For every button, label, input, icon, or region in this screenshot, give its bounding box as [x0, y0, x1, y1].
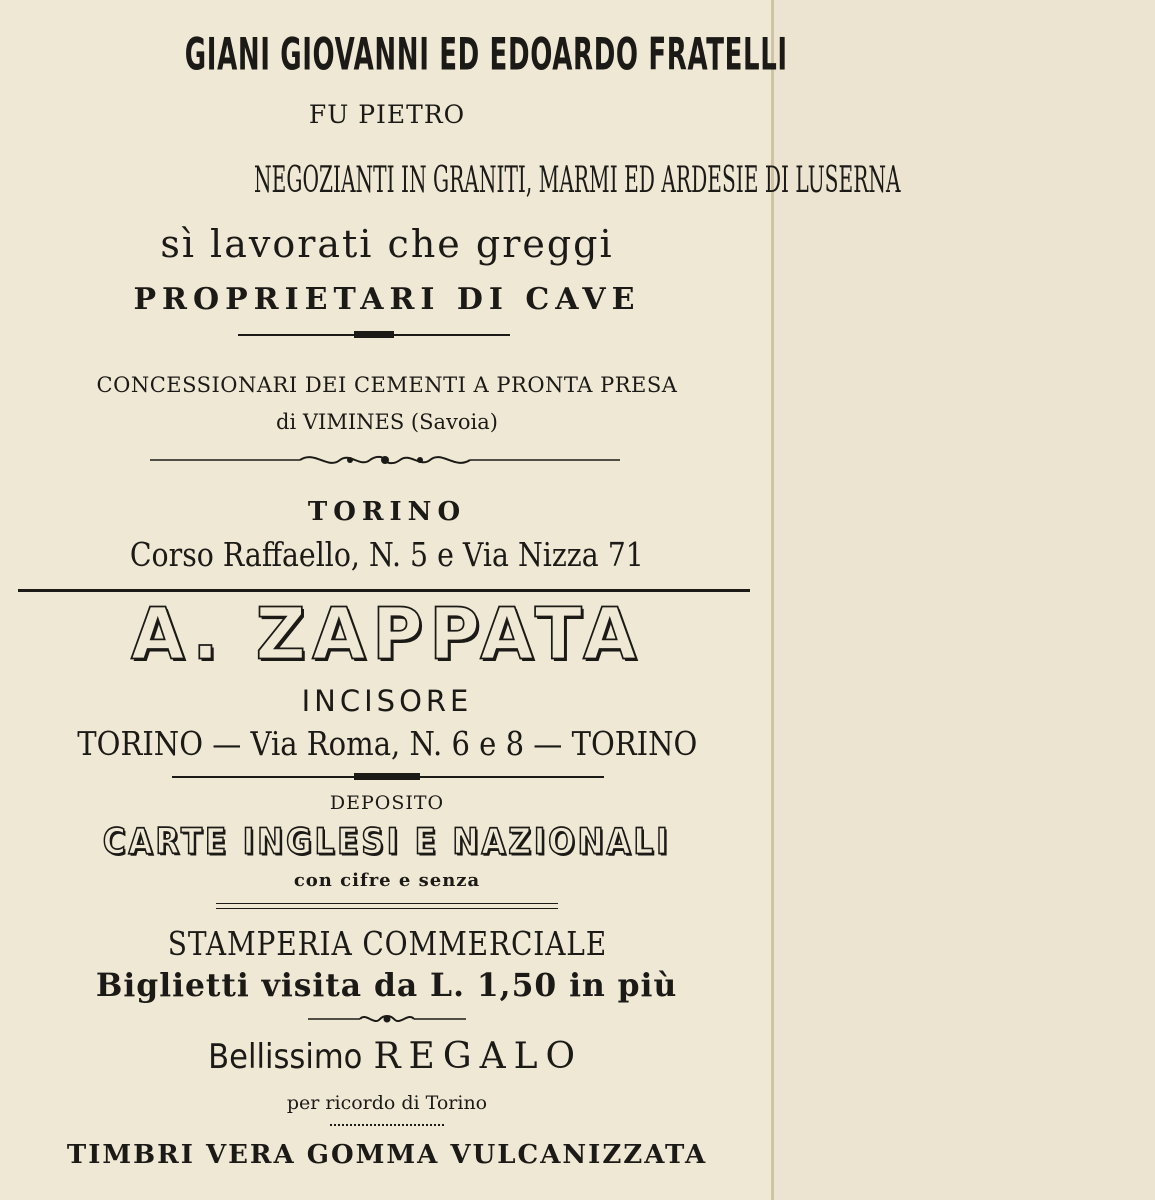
ad2-visiting-line — [0, 966, 774, 1004]
ad1-trade-line — [0, 160, 901, 201]
ad2-address-line — [0, 724, 774, 763]
ad1-condition: sì lavorati che greggi — [160, 222, 614, 266]
ad2-cards: CARTE INGLESI E NAZIONALI — [103, 821, 671, 863]
flourish-ornament — [150, 448, 620, 474]
ad1-concession: CONCESSIONARI DEI CEMENTI A PRONTA PRESA — [96, 373, 678, 397]
ad1-company-line — [0, 28, 788, 81]
ad2-deposit: DEPOSITO — [329, 792, 445, 814]
ad1-origin: di VIMINES (Savoia) — [276, 410, 498, 434]
ad2-gift-prefix: Bellissimo — [208, 1037, 363, 1077]
ad2-stamps: TIMBRI VERA GOMMA VULCANIZZATA — [66, 1140, 708, 1170]
ad2-gift-line — [0, 1036, 774, 1077]
ad2-address: TORINO — Via Roma, N. 6 e 8 — TORINO — [76, 724, 698, 763]
ad2-gift-word: REGALO — [373, 1036, 584, 1077]
ad1-address: Corso Raffaello, N. 5 e Via Nizza 71 — [130, 535, 644, 574]
ad2-profession: INCISORE — [301, 684, 473, 718]
ad2-name: A. ZAPPATA — [131, 593, 643, 677]
ad2-printing-line — [0, 924, 774, 963]
ad2-cards-line — [0, 822, 774, 862]
ad1-father: FU PIETRO — [308, 100, 466, 129]
ad2-cards-note: con cifre e senza — [293, 870, 481, 891]
ad2-printing: STAMPERIA COMMERCIALE — [167, 924, 607, 963]
ad1-divider-center — [354, 331, 394, 338]
dotted-divider — [330, 1124, 444, 1126]
ad1-company: GIANI GIOVANNI ED EDOARDO FRATELLI — [184, 28, 788, 81]
ad1-owners: PROPRIETARI DI CAVE — [133, 282, 641, 317]
ad1-address-line — [0, 535, 774, 574]
ad2-gift-note: per ricordo di Torino — [286, 1092, 488, 1114]
ad2-divider-2a — [216, 903, 558, 904]
ad2-visiting-cards: Biglietti visita da L. 1,50 in più — [96, 966, 678, 1004]
ad2-divider-2b — [216, 908, 558, 909]
ad2-divider-center — [354, 773, 420, 780]
ads-separator — [18, 589, 750, 592]
ad1-city: TORINO — [307, 497, 467, 527]
ad2-name-line — [0, 593, 774, 677]
small-ornament — [308, 1010, 466, 1028]
ad1-trade: NEGOZIANTI IN GRANITI, MARMI ED ARDESIE DI LUSERNA — [254, 160, 901, 201]
